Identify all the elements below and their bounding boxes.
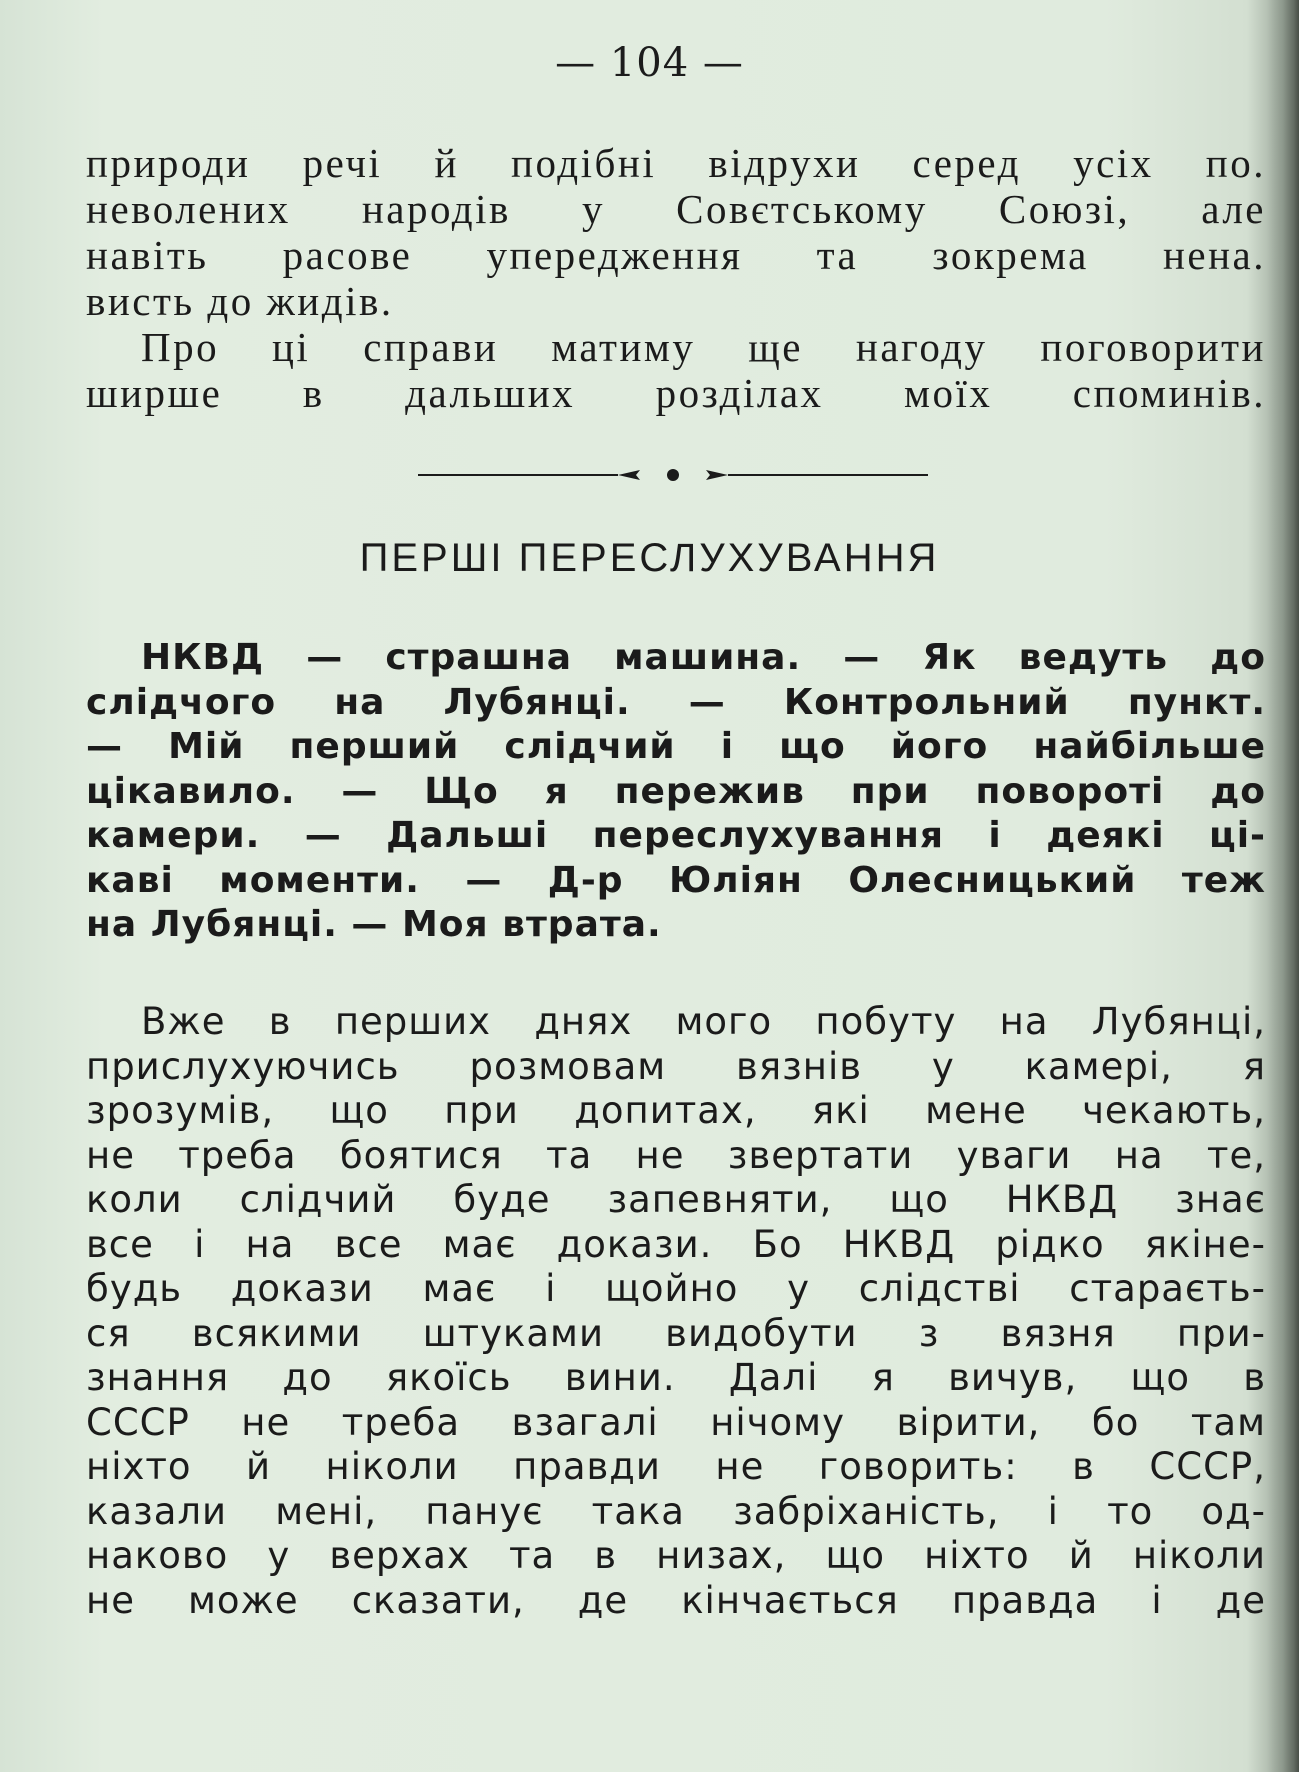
body-line: Вже в перших днях мого побуту на Лубянці, — [141, 1000, 1266, 1043]
body-line: все і на все має докази. Бо НКВД рідко якіне- — [86, 1222, 1266, 1266]
summary-line: НКВД — страшна машина. — Як ведуть до — [141, 637, 1266, 678]
text-line: неволених народів у Совєтському Союзі, але — [86, 186, 1266, 232]
chapter-summary — [86, 636, 1266, 948]
body-line: не може сказати, де кінчається правда і де — [86, 1578, 1266, 1622]
page-number: — 104 — — [555, 40, 744, 86]
body-paragraph — [86, 1000, 1266, 1623]
body-line: не треба боятися та не звертати уваги на те, — [86, 1133, 1266, 1177]
summary-line: на Лубянці. — Моя втрата. — [86, 904, 662, 945]
body-line: будь докази має і щойно у слідстві стараєть- — [86, 1267, 1266, 1310]
body-line: наково у верхах та в низах, що ніхто й ніколи — [86, 1534, 1266, 1577]
paragraph-continuation — [86, 140, 1266, 416]
section-divider-ornament — [418, 468, 928, 482]
text-line: ширше в дальших розділах моїх споминів. — [86, 370, 1266, 416]
summary-line: слідчого на Лубянці. — Контрольний пункт. — [86, 681, 1266, 723]
body-line: коли слідчий буде запевняти, що НКВД знає — [86, 1178, 1266, 1221]
summary-line: камери. — Дальші переслухування і деякі ці- — [86, 815, 1266, 856]
text-line: природи речі й подібні відрухи серед усіх по. — [86, 140, 1266, 186]
summary-line: цікавило. — Що я пережив при повороті до — [86, 770, 1266, 812]
summary-line: — Мій перший слідчий і що його найбільше — [86, 726, 1266, 767]
summary-line: каві моменти. — Д-р Юліян Олесницький теж — [86, 859, 1266, 901]
text-line: висть до жидів. — [86, 278, 394, 324]
body-line: казали мені, панує така забріханість, і то од- — [86, 1489, 1266, 1533]
text-line: Про ці справи матиму ще нагоду поговорити — [141, 324, 1266, 370]
text-line: навіть расове упередження та зокрема нена. — [86, 232, 1266, 278]
body-line: ніхто й ніколи правди не говорить: в СССР, — [86, 1445, 1266, 1488]
body-line: прислухуючись розмовам вязнів у камері, я — [86, 1044, 1266, 1088]
body-line: ся всякими штуками видобути з вязня при- — [86, 1311, 1266, 1355]
body-line: СССР не треба взагалі нічому вірити, бо там — [86, 1400, 1266, 1444]
page-edge-shadow — [1267, 0, 1299, 1772]
chapter-title: ПЕРШІ ПЕРЕСЛУХУВАННЯ — [359, 536, 940, 580]
body-line: зрозумів, що при допитах, які мене чекають, — [86, 1089, 1266, 1132]
body-line: знання до якоїсь вини. Далі я вичув, що в — [86, 1356, 1266, 1399]
